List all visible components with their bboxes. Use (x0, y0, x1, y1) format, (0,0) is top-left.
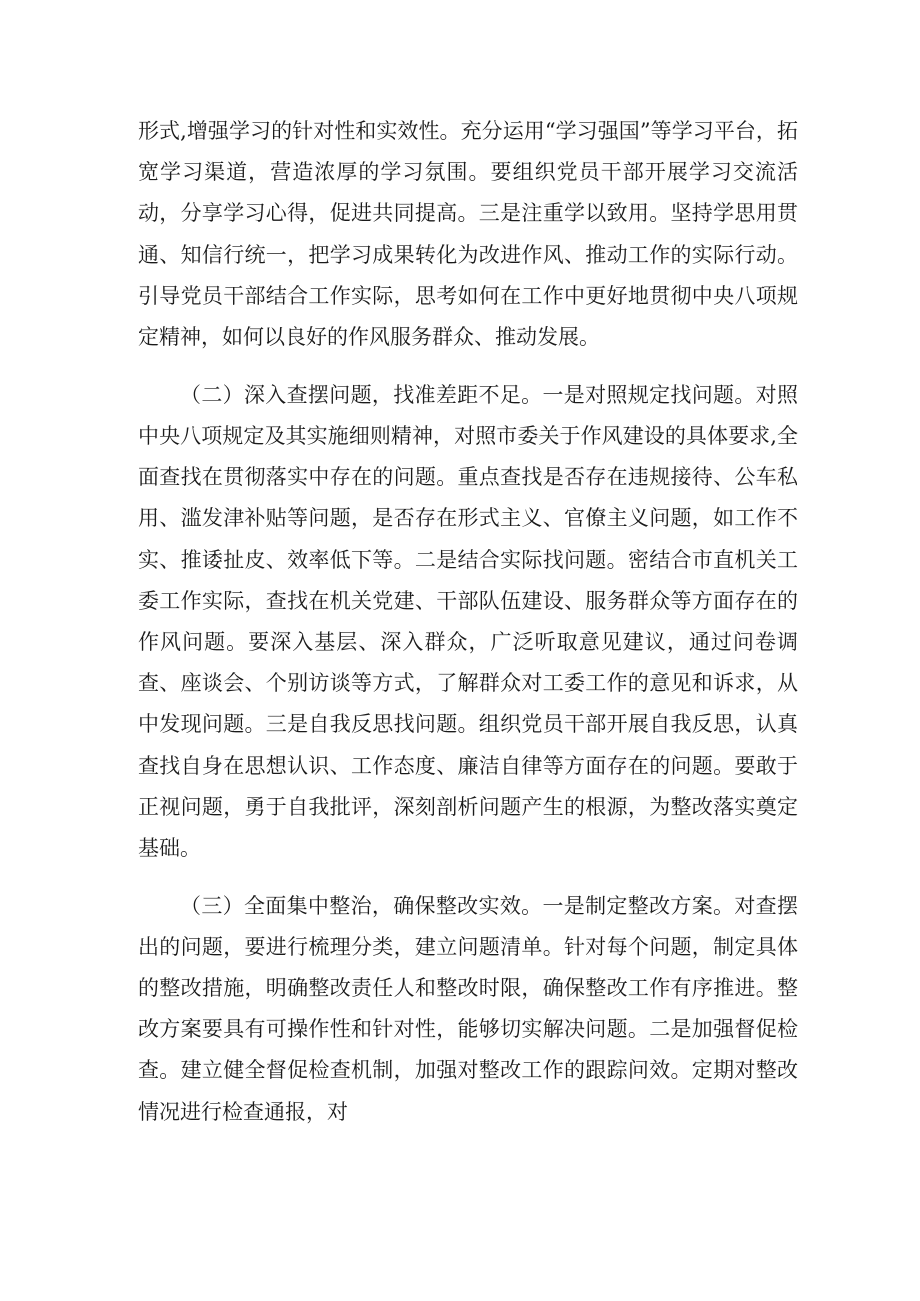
document-body (138, 111, 798, 1149)
paragraph-1: 形式,增强学习的针对性和实效性。充分运用“学习强国”等学习平台，拓宽学习渠道，营造浓厚的学习氛围。要组织党员干部开展学习交流活动，分享学习心得，促进共同提高。三是注重学以致用。坚持学思用贯通、知信行统一，把学习成果转化为改进作风、推动工作的实际行动。引导党员干部结合工作实际，思考如何在工作中更好地贯彻中央八项规定精神，如何以良好的作风服务群众、推动发展。 (138, 119, 798, 350)
paragraph-3: （三）全面集中整治，确保整改实效。一是制定整改方案。对查摆出的问题，要进行梳理分类，建立问题清单。针对每个问题，制定具体的整改措施，明确整改责任人和整改时限，确保整改工作有序推进。整改方案要具有可操作性和针对性，能够切实解决问题。二是加强督促检查。建立健全督促检查机制，加强对整改工作的跟踪问效。定期对整改情况进行检查通报，对 (138, 893, 798, 1124)
paragraph-2: （二）深入查摆问题，找准差距不足。一是对照规定找问题。对照中央八项规定及其实施细则精神，对照市委关于作风建设的具体要求,全面查找在贯彻落实中存在的问题。重点查找是否存在违规接待、公车私用、滥发津补贴等问题，是否存在形式主义、官僚主义问题，如工作不实、推诿扯皮、效率低下等。二是结合实际找问题。密结合市直机关工委工作实际，查找在机关党建、干部队伍建设、服务群众等方面存在的作风问题。要深入基层、深入群众，广泛听取意见建议，通过问卷调查、座谈会、个别访谈等方式，了解群众对工委工作的意见和诉求，从中发现问题。三是自我反思找问题。组织党员干部开展自我反思，认真查找自身在思想认识、工作态度、廉洁自律等方面存在的问题。要敢于正视问题，勇于自我批评，深刻剖析问题产生的根源，为整改落实奠定基础。 (138, 382, 798, 860)
